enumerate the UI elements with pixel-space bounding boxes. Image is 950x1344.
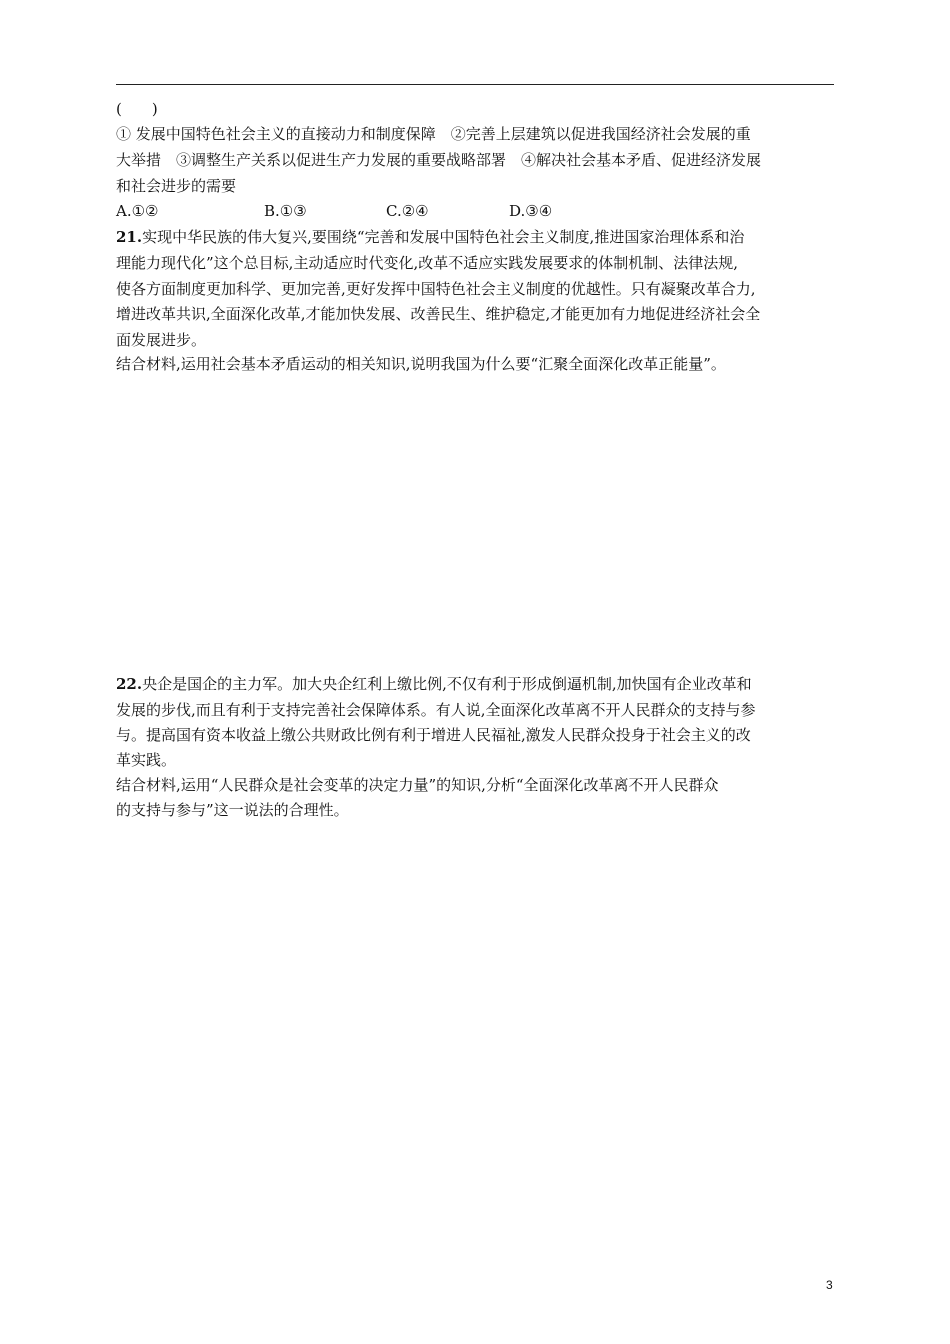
q22-line-1: 22.央企是国企的主力军。加大央企红利上缴比例,不仅有利于形成倒逼机制,加快国有企业改革和 [116, 675, 752, 693]
q21-number: 21. [116, 228, 143, 246]
page-number: 3 [826, 1278, 833, 1292]
q20-choices-line-1: ① 发展中国特色社会主义的直接动力和制度保障 ②完善上层建筑以促进我国经济社会发展的重 [116, 125, 751, 143]
q22-question-line-1: 结合材料,运用“人民群众是社会变革的决定力量”的知识,分析“全面深化改革离不开人民群众 [116, 776, 719, 794]
answer-parentheses: ( ) [116, 100, 158, 118]
q21-line-1: 21.实现中华民族的伟大复兴,要围绕“完善和发展中国特色社会主义制度,推进国家治理体系和治 [116, 228, 745, 246]
q20-choices-line-3: 和社会进步的需要 [116, 177, 237, 195]
q21-line-5: 面发展进步。 [116, 331, 207, 349]
q22-number: 22. [116, 675, 143, 693]
q20-choices-line-2: 大举措 ③调整生产关系以促进生产力发展的重要战略部署 ④解决社会基本矛盾、促进经济发展 [116, 151, 762, 169]
q22-line-4: 革实践。 [116, 751, 177, 769]
option-a: A.①② [116, 202, 159, 220]
q22-line-3: 与。提高国有资本收益上缴公共财政比例有利于增进人民福祉,激发人民群众投身于社会主义的改 [116, 726, 751, 744]
q21-question: 结合材料,运用社会基本矛盾运动的相关知识,说明我国为什么要“汇聚全面深化改革正能量”。 [116, 355, 726, 373]
q21-line-2: 理能力现代化”这个总目标,主动适应时代变化,改革不适应实践发展要求的体制机制、法律法规, [116, 254, 738, 272]
q21-line-4: 增进改革共识,全面深化改革,才能加快发展、改善民生、维护稳定,才能更加有力地促进经济社会全 [116, 305, 761, 323]
option-d: D.③④ [509, 202, 553, 220]
q21-line-3: 使各方面制度更加科学、更加完善,更好发挥中国特色社会主义制度的优越性。只有凝聚改革合力, [116, 280, 756, 298]
q22-question-line-2: 的支持与参与”这一说法的合理性。 [116, 801, 349, 819]
q22-line-2: 发展的步伐,而且有利于支持完善社会保障体系。有人说,全面深化改革离不开人民群众的支持与参 [116, 701, 756, 719]
header-rule [116, 84, 834, 85]
option-c: C.②④ [386, 202, 429, 220]
option-b: B.①③ [264, 202, 307, 220]
q20-options [116, 198, 836, 224]
